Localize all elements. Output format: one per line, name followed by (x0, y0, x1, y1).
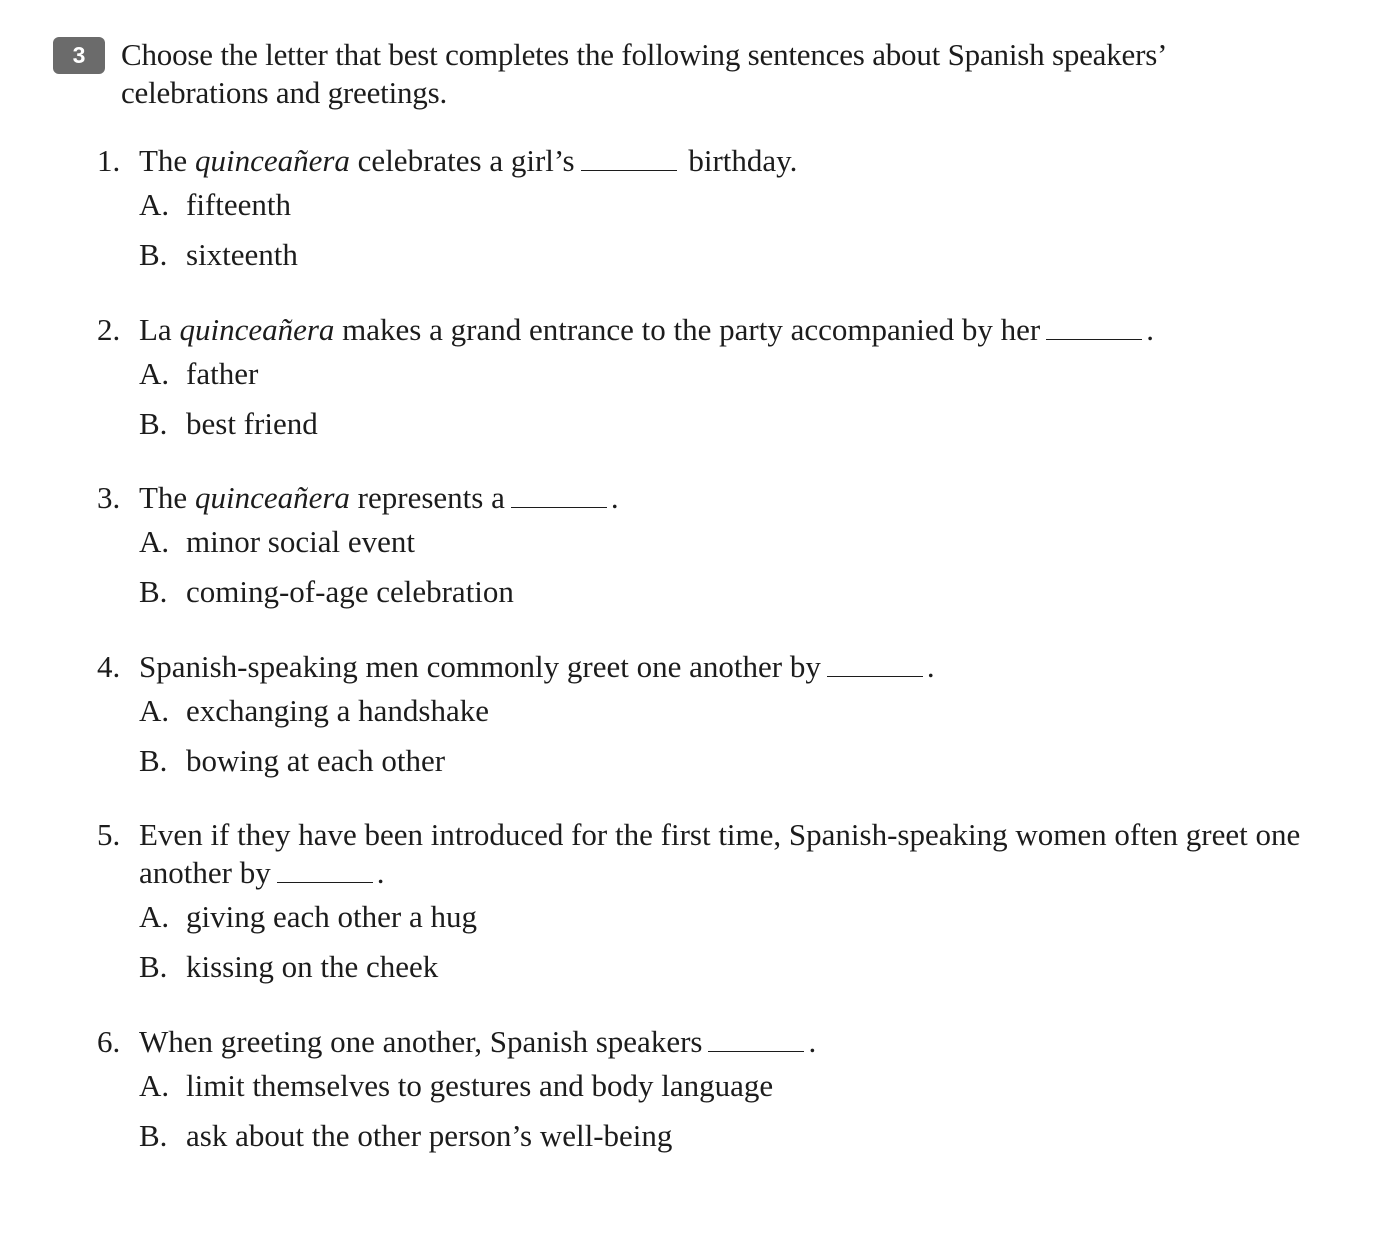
option-b[interactable] (139, 942, 1357, 992)
italic-term: quinceañera (194, 143, 350, 178)
question-number: 1. (97, 143, 121, 178)
answer-blank (827, 652, 923, 677)
question-text: When greeting one another, Spanish speakers . (139, 1024, 817, 1059)
question-text: The quinceañera represents a . (139, 480, 619, 515)
answer-options (139, 686, 1357, 786)
answer-blank (708, 1027, 804, 1052)
question-number: 2. (97, 312, 121, 347)
question-text: The quinceañera celebrates a girl’s birthday. (139, 143, 798, 178)
option-text: minor social event (186, 524, 415, 559)
option-b[interactable] (139, 736, 1357, 786)
exercise-number-badge (53, 37, 105, 74)
option-text: giving each other a hug (186, 899, 477, 934)
option-letter: B. (139, 237, 168, 272)
option-letter: A. (139, 356, 170, 391)
option-b[interactable] (139, 399, 1357, 449)
answer-blank (277, 858, 373, 883)
option-letter: A. (139, 693, 170, 728)
option-letter: B. (139, 743, 168, 778)
answer-options (139, 349, 1357, 449)
option-text: best friend (186, 406, 318, 441)
option-a[interactable] (139, 892, 1357, 942)
question-4 (97, 648, 1357, 786)
answer-options (139, 892, 1357, 992)
option-text: fifteenth (186, 187, 292, 222)
option-letter: A. (139, 899, 170, 934)
question-5 (97, 816, 1357, 992)
answer-blank (581, 146, 677, 171)
question-2 (97, 311, 1357, 449)
option-letter: B. (139, 574, 168, 609)
option-letter: B. (139, 406, 168, 441)
question-number: 5. (97, 817, 121, 852)
exercise-number: 3 (72, 42, 86, 68)
option-b[interactable] (139, 567, 1357, 617)
answer-options (139, 180, 1357, 280)
question-number: 6. (97, 1024, 121, 1059)
question-text: Even if they have been introduced for the first time, Spanish-speaking women often greet one another by . (139, 817, 1301, 890)
option-text: sixteenth (186, 237, 298, 272)
option-a[interactable] (139, 517, 1357, 567)
question-number: 4. (97, 649, 121, 684)
option-b[interactable] (139, 1111, 1357, 1161)
italic-term: quinceañera (194, 480, 350, 515)
answer-options (139, 1061, 1357, 1161)
option-text: exchanging a handshake (186, 693, 489, 728)
option-letter: A. (139, 524, 170, 559)
question-text: La quinceañera makes a grand entrance to the party accompanied by her . (139, 312, 1154, 347)
option-a[interactable] (139, 180, 1357, 230)
option-letter: A. (139, 187, 170, 222)
option-text: coming-of-age celebration (186, 574, 514, 609)
question-text: Spanish-speaking men commonly greet one another by . (139, 649, 935, 684)
option-letter: B. (139, 1118, 168, 1153)
question-number: 3. (97, 480, 121, 515)
option-text: bowing at each other (186, 743, 446, 778)
option-text: limit themselves to gestures and body language (186, 1068, 774, 1103)
answer-options (139, 517, 1357, 617)
option-a[interactable] (139, 1061, 1357, 1111)
option-text: father (186, 356, 259, 391)
option-letter: A. (139, 1068, 170, 1103)
option-a[interactable] (139, 686, 1357, 736)
exercise-instructions: Choose the letter that best completes the following sentences about Spanish speakers’ celebrations and greetings. (121, 37, 1165, 110)
answer-blank (1046, 315, 1142, 340)
option-text: ask about the other person’s well-being (186, 1118, 673, 1153)
option-b[interactable] (139, 230, 1357, 280)
option-a[interactable] (139, 349, 1357, 399)
question-6 (97, 1023, 1357, 1161)
question-3 (97, 479, 1357, 617)
option-text: kissing on the cheek (186, 949, 439, 984)
answer-blank (511, 483, 607, 508)
question-1 (97, 142, 1357, 280)
italic-term: quinceañera (179, 312, 335, 347)
option-letter: B. (139, 949, 168, 984)
